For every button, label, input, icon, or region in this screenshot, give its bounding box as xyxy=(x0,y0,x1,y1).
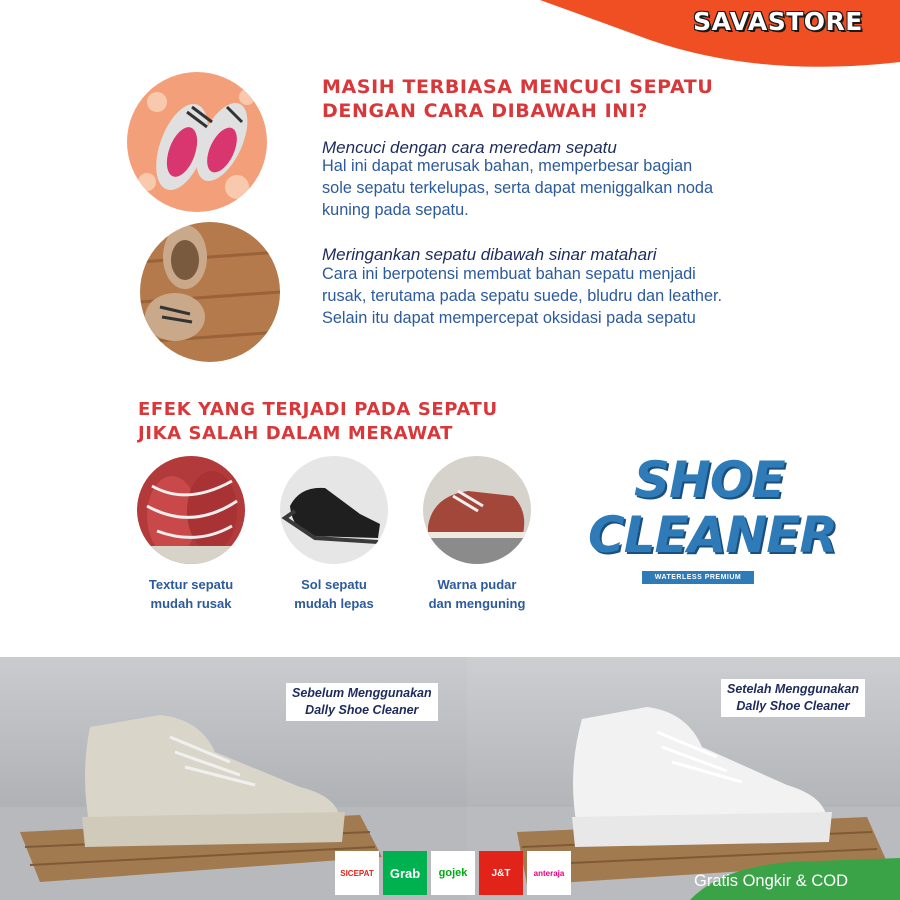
effect-caption-2: Sol sepatu mudah lepas xyxy=(294,577,374,611)
item1-description: Hal ini dapat merusak bahan, memperbesar bagian sole sepatu terkelupas, serta dapat meniggalkan noda kuning pada sepatu. xyxy=(322,157,714,219)
jnt-logo: J&T xyxy=(479,851,523,895)
grab-logo: Grab xyxy=(383,851,427,895)
gojek-logo: gojek xyxy=(431,851,475,895)
after-label: Setelah Menggunakan Dally Shoe Cleaner xyxy=(721,679,865,717)
faded-color-shoe-photo xyxy=(423,456,531,564)
section1-headline: MASIH TERBIASA MENCUCI SEPATU DENGAN CARA DIBAWAH INI? xyxy=(322,76,714,122)
brand-name: SAVASTORE xyxy=(693,7,863,36)
footer-text: Gratis Ongkir & COD xyxy=(694,872,849,890)
damaged-texture-shoes-photo xyxy=(137,456,245,564)
sun-drying-shoes-photo xyxy=(140,222,280,362)
item2-description: Cara ini berpotensi membuat bahan sepatu menjadi rusak, terutama pada sepatu suede, bludru dan leather. Selain itu dapat mempercepat oksidasi pada sepatu xyxy=(322,265,723,327)
anteraja-logo: anteraja xyxy=(527,851,571,895)
effect-caption-1: Textur sepatu mudah rusak xyxy=(148,577,234,611)
before-label: Sebelum Menggunakan Dally Shoe Cleaner xyxy=(286,683,438,721)
soaking-shoes-photo xyxy=(127,72,267,212)
section2-headline: EFEK YANG TERJADI PADA SEPATU JIKA SALAH DALAM MERAWAT xyxy=(138,399,498,444)
loose-sole-shoe-photo xyxy=(280,456,388,564)
sicepat-logo: SICEPAT xyxy=(335,851,379,895)
item1-title: Mencuci dengan cara meredam sepatu xyxy=(322,138,617,157)
item2-title: Meringankan sepatu dibawah sinar matahari xyxy=(322,245,657,264)
effect-caption-3: Warna pudar dan menguning xyxy=(428,577,526,611)
shoe-cleaner-logo: SHOE CLEANER WATERLESS PREMIUM xyxy=(582,452,832,592)
